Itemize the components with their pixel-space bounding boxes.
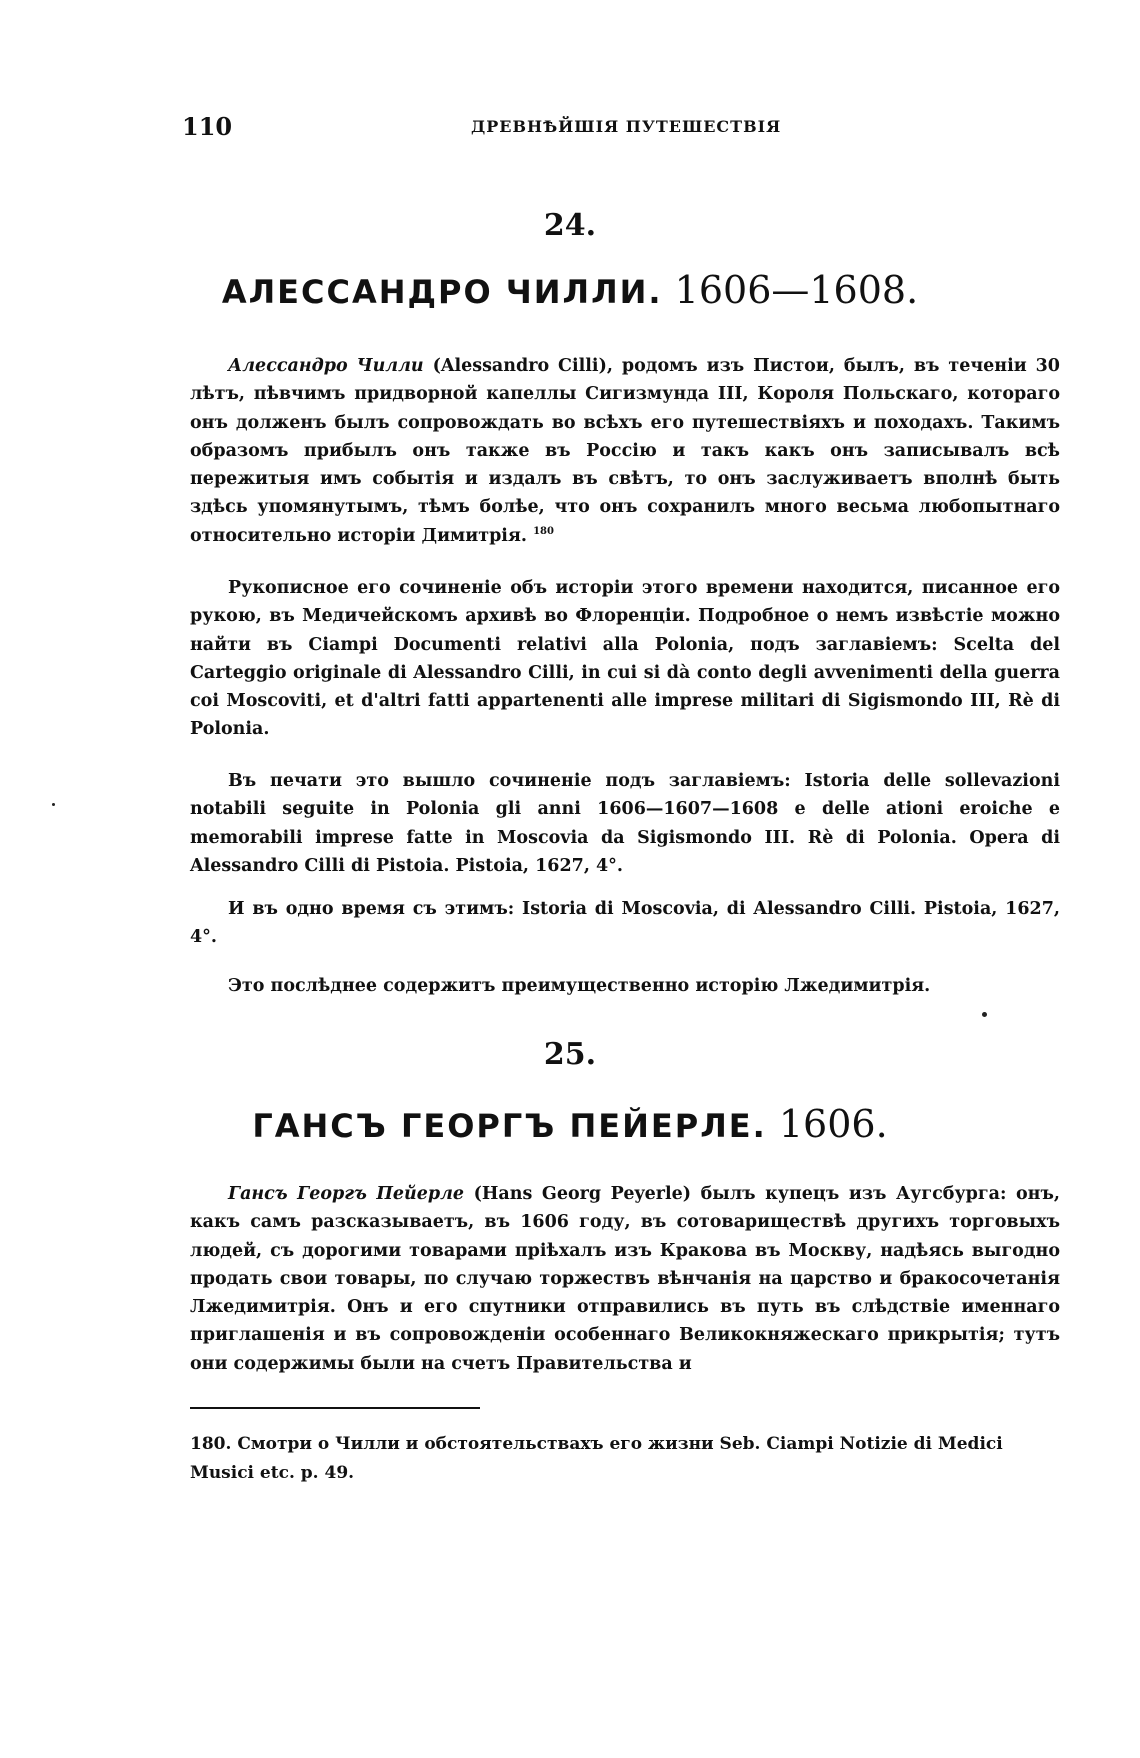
footnote-ref: 180 <box>533 525 554 537</box>
heading-name: ГАНСЪ ГЕОРГЪ ПЕЙЕРЛЕ. <box>252 1107 767 1145</box>
footnote-divider <box>190 1407 480 1409</box>
paragraph <box>190 972 1060 1000</box>
paragraph-text: Рукописное его сочиненіе объ исторіи этого времени находится, писанное его рукою, въ Медичейскомъ архивѣ во Флоренціи. Подробное о немъ извѣстіе можно найти въ Ciampi Documenti relativi alla Polonia, подъ заглавіемъ: Scelta del Carteggio originale di Alessandro Cilli, in cui si dà conto degli avvenimenti della guerra coi Moscoviti, et d'altri fatti appartenenti alle imprese militari di Sigismondo III, Rè di Polonia. <box>190 578 1060 740</box>
heading-dates: 1606. <box>778 1102 888 1146</box>
paragraph-text: Въ печати это вышло сочиненіе подъ заглавіемъ: Istoria delle sollevazioni notabili seguite in Polonia gli anni 1606—1607—1608 e delle ationi eroiche e memorabili imprese fatte in Moscovia da Sigismondo III. Rè di Polonia. Opera di Alessandro Cilli di Pistoia. Pistoia, 1627, 4°. <box>190 771 1060 876</box>
paragraph <box>190 1180 1060 1378</box>
footnote: 180. Смотри о Чилли и обстоятельствахъ его жизни Seb. Ciampi Notizie di Medici Musici etc. p. 49. <box>190 1434 1003 1483</box>
print-speck <box>982 1012 987 1017</box>
section-heading-24 <box>0 268 1140 312</box>
paragraph-text: И въ одно время съ этимъ: Istoria di Moscovia, di Alessandro Cilli. Pistoia, 1627, 4°. <box>190 899 1060 948</box>
print-speck <box>52 803 55 806</box>
heading-dates: 1606—1608. <box>674 268 919 312</box>
section-heading-25 <box>0 1102 1140 1146</box>
section-number-24: 24. <box>543 208 597 243</box>
paragraph-text: (Hans Georg Peyerle) былъ купецъ изъ Аугсбурга: онъ, какъ самъ разсказываетъ, въ 1606 году, въ сотовариществѣ другихъ торговыхъ людей, съ дорогими товарами пріѣхалъ изъ Кракова въ Москву, надѣясь выгодно продать свои товары, по случаю торжествъ вѣнчанія на царство и бракосочетанія Лжедимитрія. Онъ и его спутники отправились въ путь въ слѣдствіе именнаго приглашенія и въ сопровожденіи особеннаго Великокняжескаго прикрытія; тутъ они содержимы были на счетъ Правительства и <box>190 1184 1060 1374</box>
paragraph <box>190 767 1060 880</box>
paragraph <box>190 895 1060 952</box>
person-name: Алессандро Чилли <box>228 356 424 376</box>
paragraph-text: Это послѣднее содержитъ преимущественно исторію Лжедимитрія. <box>228 976 931 996</box>
section-number-25: 25. <box>543 1037 597 1072</box>
heading-name: АЛЕССАНДРО ЧИЛЛИ. <box>221 273 663 311</box>
paragraph <box>190 574 1060 744</box>
person-name: Гансъ Георгъ Пейерле <box>228 1184 465 1204</box>
running-head <box>182 112 1008 142</box>
running-title: ДРЕВНѢЙШІЯ ПУТЕШЕСТВІЯ <box>471 117 782 136</box>
page-number: 110 <box>182 112 233 141</box>
paragraph <box>190 352 1060 550</box>
paragraph-text: (Alessandro Cilli), родомъ изъ Пистои, былъ, въ теченіи 30 лѣтъ, пѣвчимъ придворной капеллы Сигизмунда III, Короля Польскаго, котораго онъ долженъ былъ сопровождать во всѣхъ его путешествіяхъ и походахъ. Такимъ образомъ прибылъ онъ также въ Россію и такъ какъ онъ записывалъ всѣ пережитыя имъ событія и издалъ въ свѣтъ, то онъ заслуживаетъ вполнѣ быть здѣсь упомянутымъ, тѣмъ болѣе, что онъ сохранилъ много весьма любопытнаго относительно исторіи Димитрія. <box>190 356 1060 546</box>
